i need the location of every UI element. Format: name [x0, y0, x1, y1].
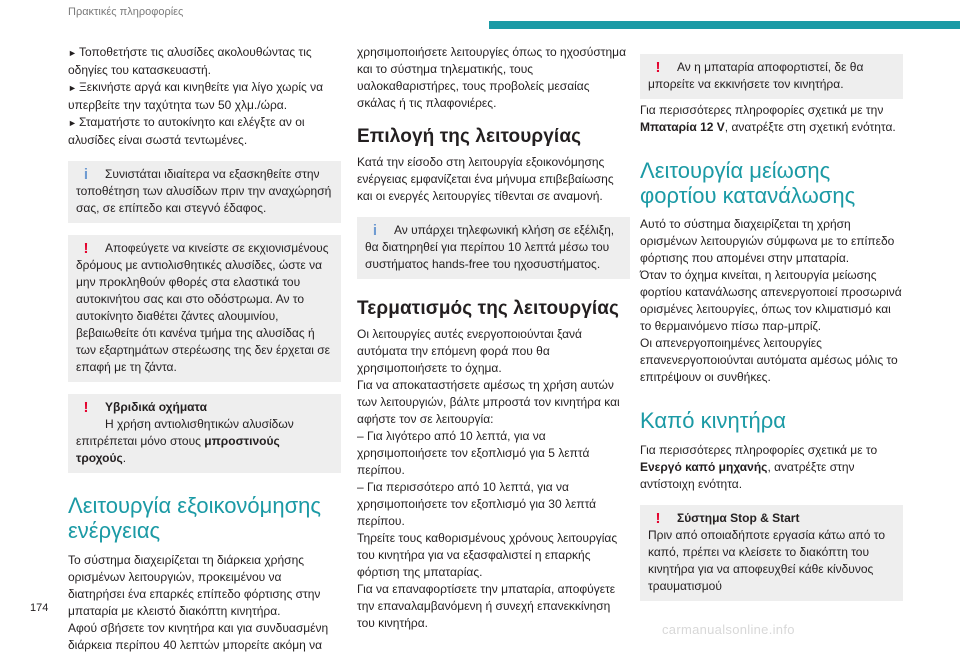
warning-box — [68, 235, 341, 382]
text-block — [640, 216, 903, 386]
section-title: Επιλογή της λειτουργίας — [357, 126, 582, 147]
warning-icon: ! — [83, 240, 89, 257]
warning-box — [640, 54, 903, 99]
column-3 — [640, 44, 903, 601]
body-paragraph: Οι απενεργοποιημένες λειτουργίες επανενεργοποιούνται αυτόματα αμέσως μόλις το επιτρέψουν οι συνθήκες. — [640, 336, 898, 384]
info-icon: i — [372, 222, 378, 239]
warning-text: Αν η μπαταρία αποφορτιστεί, δε θα μπορείτε να εκκινήσετε τον κινητήρα. — [648, 60, 864, 91]
body-paragraph: Το σύστημα διαχειρίζεται τη διάρκεια χρήσης ορισμένων λειτουργιών, προκειμένου να διατηρήσει ένα επαρκές επίπεδο φόρτισης στην μπαταρία με κλειστό διακόπτη κινητήρα. — [68, 553, 321, 618]
info-text: Αν υπάρχει τηλεφωνική κλήση σε εξέλιξη, θα διατηρηθεί για περίπου 10 λεπτά μέσω του συστήματος hands-free του ηχοσυστήματος. — [365, 223, 615, 271]
info-box — [357, 217, 630, 279]
body-paragraph: Όταν το όχημα κινείται, η λειτουργία μείωσης φορτίου κατανάλωσης απενεργοποιεί προσωρινά ορισμένες λειτουργίες, όπως τον κλιματισμό και το θερμαινόμενο πίσω παρ-μπρίζ. — [640, 268, 902, 333]
body-paragraph: Για να αποκαταστήσετε αμέσως τη χρήση αυτών των λειτουργιών, βάλτε μπροστά τον κινητήρα και αφήστε τον σε λειτουργία: — [357, 378, 620, 426]
column-1 — [68, 44, 341, 654]
warning-icon: ! — [655, 59, 661, 76]
warning-text: Αποφεύγετε να κινείστε σε εκχιονισμένους δρόμους με αντιολισθητικές αλυσίδες, ώστε να μην προκληθούν φθορές στα ελαστικά του αυτοκινήτου σας και στο οδόστρωμα. Αν το αυτοκίνητο διαθέτει ζάντες αλουμινίου, βεβαιωθείτε ότι κανένα τμήμα της αλυσίδας ή των εξαρτημάτων στερέωσης της δεν έρχεται σε επαφή με τη ζάντα. — [76, 241, 331, 374]
body-paragraph: χρησιμοποιήσετε λειτουργίες όπως το ηχοσύστημα και το σύστημα τηλεματικής, τους υαλοκαθαριστήρες, τους προβολείς μεσαίας σκάλας ή τις πλαφονιέρες. — [357, 45, 627, 110]
list-item: – Για περισσότερο από 10 λεπτά, για να χρησιμοποιήσετε τον εξοπλισμό για 30 λεπτά περίπου. — [357, 480, 597, 528]
body-paragraph: Κατά την είσοδο στη λειτουργία εξοικονόμησης ενέργειας εμφανίζεται ένα μήνυμα επιβεβαίωσης και οι ενεργές λειτουργίες τίθενται σε αναμονή. — [357, 155, 614, 203]
arrow-right-icon: ► — [68, 48, 77, 58]
arrow-right-icon: ► — [68, 83, 77, 93]
page-number: 174 — [30, 602, 49, 614]
list-item: ► Ξεκινήστε αργά και κινηθείτε για λίγο χωρίς να υπερβείτε την ταχύτητα των 50 χλμ./ώρα. — [68, 80, 324, 112]
box-title: Υβριδικά οχήματα — [105, 400, 207, 414]
list-item: ► Τοποθετήστε τις αλυσίδες ακολουθώντας τις οδηγίες του κατασκευαστή. — [68, 45, 312, 77]
text-block — [357, 326, 630, 632]
arrow-right-icon: ► — [68, 118, 77, 128]
chapter-title: Λειτουργία μείωσης φορτίου κατανάλωσης — [640, 158, 856, 208]
hybrid-warning-box: ! Υβριδικά οχήματα Η χρήση αντιολισθητικών αλυσίδων επιτρέπεται μόνο στους μπροστινούς τροχούς. — [68, 394, 341, 473]
warning-icon: ! — [655, 510, 661, 527]
body-paragraph: Για να επαναφορτίσετε την μπαταρία, αποφύγετε την επαναλαμβανόμενη ή συνεχή επανεκκίνηση του κινητήρα. — [357, 582, 616, 630]
info-text: Συνιστάται ιδιαίτερα να εξασκηθείτε στην τοποθέτηση των αλυσίδων πριν την αναχώρησή σας, σε επίπεδο και στεγνό έδαφος. — [76, 167, 332, 215]
section-title: Τερματισμός της λειτουργίας — [357, 298, 620, 319]
instruction-list — [68, 44, 341, 149]
header-accent-bar — [489, 21, 960, 29]
list-item: ► Σταματήστε το αυτοκίνητο και ελέγξτε αν οι αλυσίδες είναι σωστά τεντωμένες. — [68, 115, 305, 147]
box-title: Σύστημα Stop & Start — [677, 511, 800, 525]
info-icon: i — [83, 166, 89, 183]
body-paragraph: Για περισσότερες πληροφορίες σχετικά με το Ενεργό καπό μηχανής, ανατρέξτε στην αντίστοιχη ενότητα. — [640, 443, 878, 491]
warning-text: Πριν από οποιαδήποτε εργασία κάτω από το καπό, πρέπει να κλείσετε το διακόπτη του κινητήρα για να αποφευχθεί κάθε κίνδυνος τραυματισμού — [648, 528, 885, 593]
warning-icon: ! — [83, 399, 89, 416]
watermark: carmanualsonline.info — [662, 622, 795, 637]
chapter-title: Καπό κινητήρα — [640, 408, 786, 433]
list-item: – Για λιγότερο από 10 λεπτά, για να χρησιμοποιήσετε τον εξοπλισμό για 5 λεπτά περίπου. — [357, 429, 590, 477]
column-2 — [357, 44, 630, 632]
stop-start-warning-box — [640, 505, 903, 601]
chapter-title: Λειτουργία εξοικονόμησης ενέργειας — [68, 493, 321, 543]
body-paragraph: Οι λειτουργίες αυτές ενεργοποιούνται ξανά αυτόματα την επόμενη φορά που θα χρησιμοποιήσετε το όχημα. — [357, 327, 582, 375]
body-paragraph: Αφού σβήσετε τον κινητήρα και για συνδυασμένη διάρκεια περίπου 40 λεπτών μπορείτε ακόμη να — [68, 621, 329, 652]
body-paragraph: Για περισσότερες πληροφορίες σχετικά με την Μπαταρία 12 V, ανατρέξτε στη σχετική ενότητα. — [640, 103, 896, 134]
body-paragraph: Αυτό το σύστημα διαχειρίζεται τη χρήση ορισμένων λειτουργιών σύμφωνα με το επίπεδο φόρτισης που απομένει στην μπαταρία. — [640, 217, 895, 265]
info-box — [68, 161, 341, 223]
page-header-title: Πρακτικές πληροφορίες — [68, 6, 184, 18]
body-paragraph: Τηρείτε τους καθορισμένους χρόνους λειτουργίας του κινητήρα για να εξασφαλιστεί η επαρκής φόρτιση της μπαταρίας. — [357, 531, 618, 579]
